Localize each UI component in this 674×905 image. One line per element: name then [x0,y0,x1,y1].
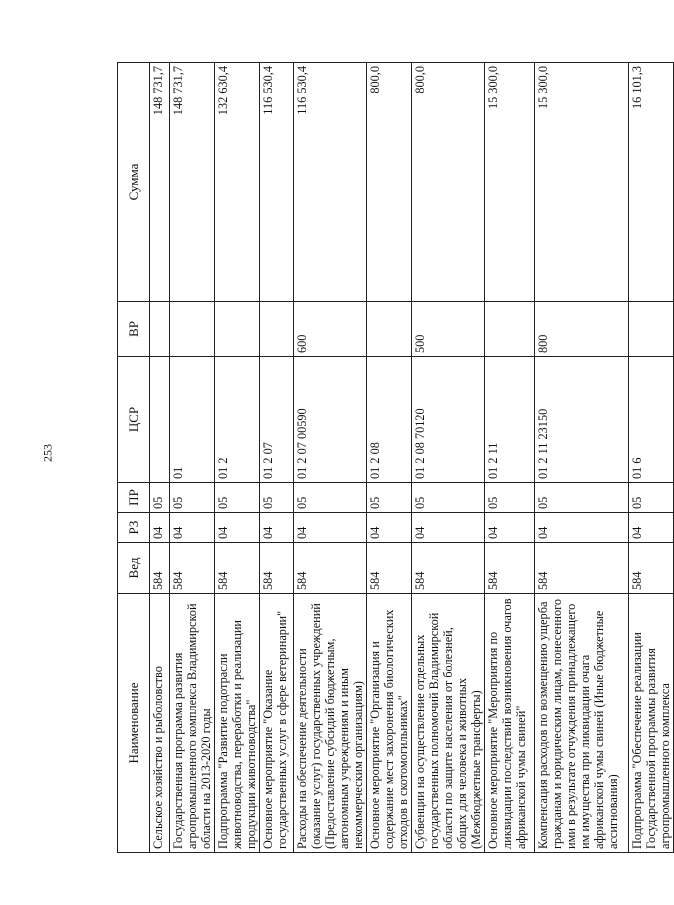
row-sum: 800,0 [367,63,412,302]
row-csr: 01 2 11 23150 [535,357,629,483]
row-csr: 01 6 [629,357,674,483]
row-sum: 800,0 [412,63,485,302]
row-ved: 584 [170,543,215,594]
row-name: Расходы на обеспечение деятельности (оказание услуг) государственных учреждений (Предоставление субсидий бюджетным, автономным учреждениям и иным некоммерческим организациям) [294,594,367,853]
row-vr: 800 [535,302,629,357]
row-name: Субвенции на осуществление отдельных государственных полномочий Владимирской области по защите населения от болезней, общих для человека и животных (Межбюджетные трансферты) [412,594,485,853]
row-csr [150,357,170,483]
rotated-table-wrapper [117,63,672,853]
row-csr: 01 2 11 [485,357,535,483]
header-csr: ЦСР [118,357,150,483]
row-rz: 04 [412,513,485,543]
row-sum: 148 731,7 [170,63,215,302]
row-csr: 01 2 08 70120 [412,357,485,483]
row-name: Основное мероприятие "Организация и содержание мест захоронения биологических отходов в скотомогильниках" [367,594,412,853]
row-rz: 04 [485,513,535,543]
table-row [150,63,170,853]
row-pr: 05 [294,483,367,513]
row-name: Компенсация расходов по возмещению ущерба гражданам и юридическим лицам, понесенного ими в результате отчуждения принадлежащего им имущества при ликвидации очага африканской чумы свиней (Иные бюджетные ассигнования) [535,594,629,853]
row-ved: 584 [535,543,629,594]
row-vr [170,302,215,357]
header-sum: Сумма [118,63,150,302]
row-sum: 148 731,7 [150,63,170,302]
table-row [260,63,294,853]
row-csr: 01 2 07 [260,357,294,483]
row-pr: 05 [367,483,412,513]
row-csr: 01 2 07 00590 [294,357,367,483]
table-row [629,63,674,853]
table-row [367,63,412,853]
row-ved: 584 [215,543,260,594]
row-rz: 04 [367,513,412,543]
row-sum: 16 101,3 [629,63,674,302]
row-name: Сельское хозяйство и рыболовство [150,594,170,853]
row-sum: 132 630,4 [215,63,260,302]
row-rz: 04 [535,513,629,543]
row-ved: 584 [412,543,485,594]
row-pr: 05 [535,483,629,513]
header-name: Наименование [118,594,150,853]
row-rz: 04 [629,513,674,543]
row-csr: 01 2 [215,357,260,483]
row-pr: 05 [150,483,170,513]
row-vr [367,302,412,357]
row-name: Подпрограмма "Развитие подотрасли животноводства, переработки и реализации продукции животноводства" [215,594,260,853]
row-pr: 05 [412,483,485,513]
page-number: 253 [40,444,55,462]
row-rz: 04 [150,513,170,543]
row-vr: 600 [294,302,367,357]
row-ved: 584 [260,543,294,594]
row-rz: 04 [294,513,367,543]
row-name: Подпрограмма "Обеспечение реализации Государственной программы развития агропромышленного комплекса [629,594,674,853]
table-row [485,63,535,853]
table-row [294,63,367,853]
row-sum: 15 300,0 [535,63,629,302]
table-row [535,63,629,853]
row-rz: 04 [170,513,215,543]
row-rz: 04 [260,513,294,543]
row-vr [629,302,674,357]
row-ved: 584 [294,543,367,594]
row-name: Основное мероприятие "Оказание государственных услуг в сфере ветеринарии" [260,594,294,853]
table-row [215,63,260,853]
row-sum: 116 530,4 [260,63,294,302]
row-pr: 05 [485,483,535,513]
header-vr: ВР [118,302,150,357]
header-ved: Вед [118,543,150,594]
row-sum: 15 300,0 [485,63,535,302]
row-csr: 01 2 08 [367,357,412,483]
row-pr: 05 [215,483,260,513]
header-pr: ПР [118,483,150,513]
row-vr [215,302,260,357]
table-row [412,63,485,853]
row-name: Основное мероприятие "Мероприятия по ликвидации последствий возникновения очагов африканской чумы свиней" [485,594,535,853]
row-ved: 584 [150,543,170,594]
table-row [170,63,215,853]
row-vr: 500 [412,302,485,357]
row-csr: 01 [170,357,215,483]
row-pr: 05 [629,483,674,513]
row-vr [485,302,535,357]
header-rz: РЗ [118,513,150,543]
row-vr [260,302,294,357]
row-name: Государственная программа развития агропромышленного комплекса Владимирской области на 2013-2020 годы [170,594,215,853]
row-ved: 584 [629,543,674,594]
row-pr: 05 [260,483,294,513]
row-vr [150,302,170,357]
row-ved: 584 [367,543,412,594]
row-ved: 584 [485,543,535,594]
row-pr: 05 [170,483,215,513]
budget-table [117,62,674,853]
row-rz: 04 [215,513,260,543]
row-sum: 116 530,4 [294,63,367,302]
table-header-row [118,63,150,853]
